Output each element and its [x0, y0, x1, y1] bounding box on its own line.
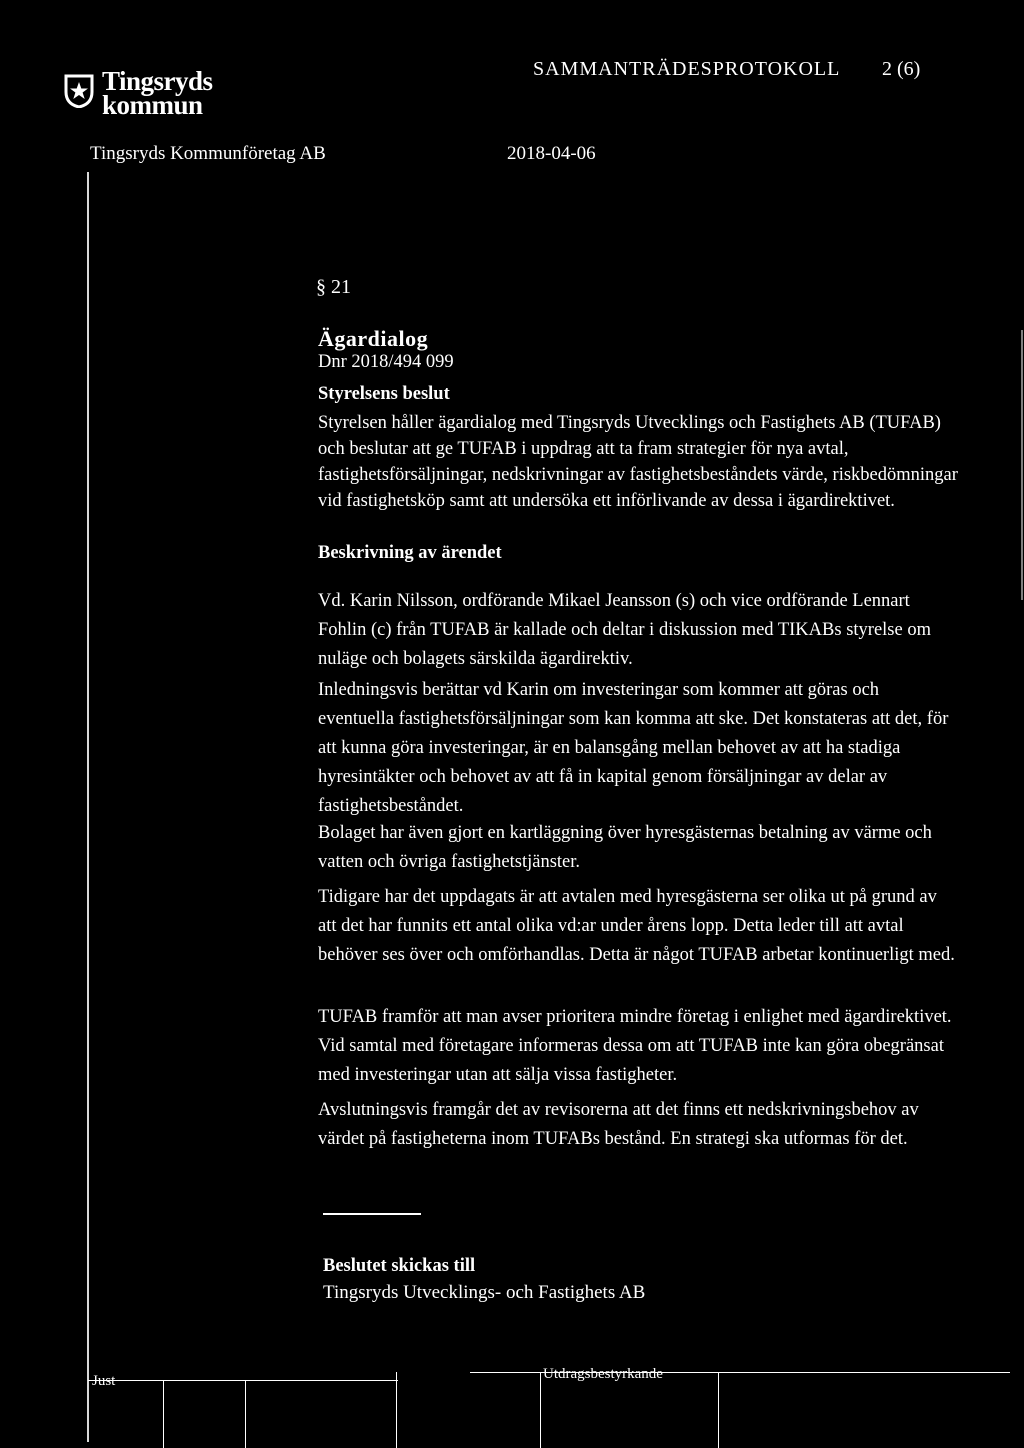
margin-rule-right [1021, 330, 1023, 600]
company-name: Tingsryds Kommunföretag AB [90, 143, 326, 164]
meeting-date: 2018-04-06 [507, 143, 596, 164]
footer-rule [88, 1380, 398, 1381]
distribution-recipient: Tingsryds Utvecklings- och Fastighets AB [323, 1282, 646, 1303]
registration-number: Dnr 2018/494 099 [318, 352, 454, 372]
justification-label: Just [92, 1373, 116, 1389]
description-paragraph: Bolaget har även gjort en kartläggning över hyresgästernas betalning av värme och vatten och övriga fastighetstjänster. [318, 823, 932, 872]
distribution-heading: Beslutet skickas till [323, 1256, 476, 1276]
description-paragraph: Vd. Karin Nilsson, ordförande Mikael Jeansson (s) och vice ordförande Lennart Fohlin (c) från TUFAB är kallade och deltar i diskussion med TIKABs styrelse om nuläge och bolagets särskilda ägardirektiv. [318, 591, 931, 669]
logo-text-line1: Tingsryds [102, 66, 213, 96]
description-paragraph: Tidigare har det uppdagats är att avtalen med hyresgästerna ser olika ut på grund av att det har funnits ett antal olika vd:ar under årens lopp. Detta leder till att avtal behöver ses över och omförhandlas. Detta är något TUFAB arbetar kontinuerligt med. [318, 887, 955, 965]
section-divider [323, 1213, 421, 1215]
description-paragraph: TUFAB framför att man avser prioritera mindre företag i enlighet med ägardirektivet. Vid samtal med företagare informeras dessa om att TUFAB inte kan göra obegränsat med investeringar utan att sälja vissa fastigheter. [318, 1007, 952, 1085]
footer-cell-divider [718, 1372, 719, 1448]
page-number: 2 (6) [882, 58, 921, 80]
description-paragraph: Inledningsvis berättar vd Karin om investeringar som kommer att göras och eventuella fastighetsförsäljningar som kan komma att ske. Det konstateras att det, för att kunna göra investeringar, är en balansgång mellan behovet av att ha stadiga hyresintäkter och behovet av att få in kapital genom försäljningar av delar av fastighetsbeståndet. [318, 680, 949, 816]
extract-certification-label: Utdragsbestyrkande [543, 1366, 663, 1382]
shield-star-icon [64, 74, 94, 108]
margin-rule-left [87, 172, 89, 1442]
logo-text-line2: kommun [102, 90, 203, 120]
section-title: Ägardialog [318, 326, 429, 351]
footer-cell-divider [396, 1372, 397, 1448]
decision-heading: Styrelsens beslut [318, 384, 450, 404]
description-heading: Beskrivning av ärendet [318, 543, 502, 563]
paragraph-number: § 21 [316, 276, 351, 298]
footer-cell-divider [540, 1372, 541, 1448]
description-paragraph: Avslutningsvis framgår det av revisorerna att det finns ett nedskrivningsbehov av värdet på fastigheterna inom TUFABs bestånd. En strategi ska utformas för det. [318, 1100, 919, 1149]
footer-cell-divider [163, 1380, 164, 1448]
footer-cell-divider [245, 1380, 246, 1448]
document-type: SAMMANTRÄDESPROTOKOLL [533, 58, 841, 80]
municipality-logo [64, 68, 304, 122]
decision-text: Styrelsen håller ägardialog med Tingsryds Utvecklings och Fastighets AB (TUFAB) och beslutar att ge TUFAB i uppdrag att ta fram strategier för nya avtal, fastighetsförsäljningar, nedskrivningar av fastighetsbeståndets värde, riskbedömningar vid fastighetsköp samt att undersöka ett införlivande av dessa i ägardirektivet. [318, 413, 958, 511]
